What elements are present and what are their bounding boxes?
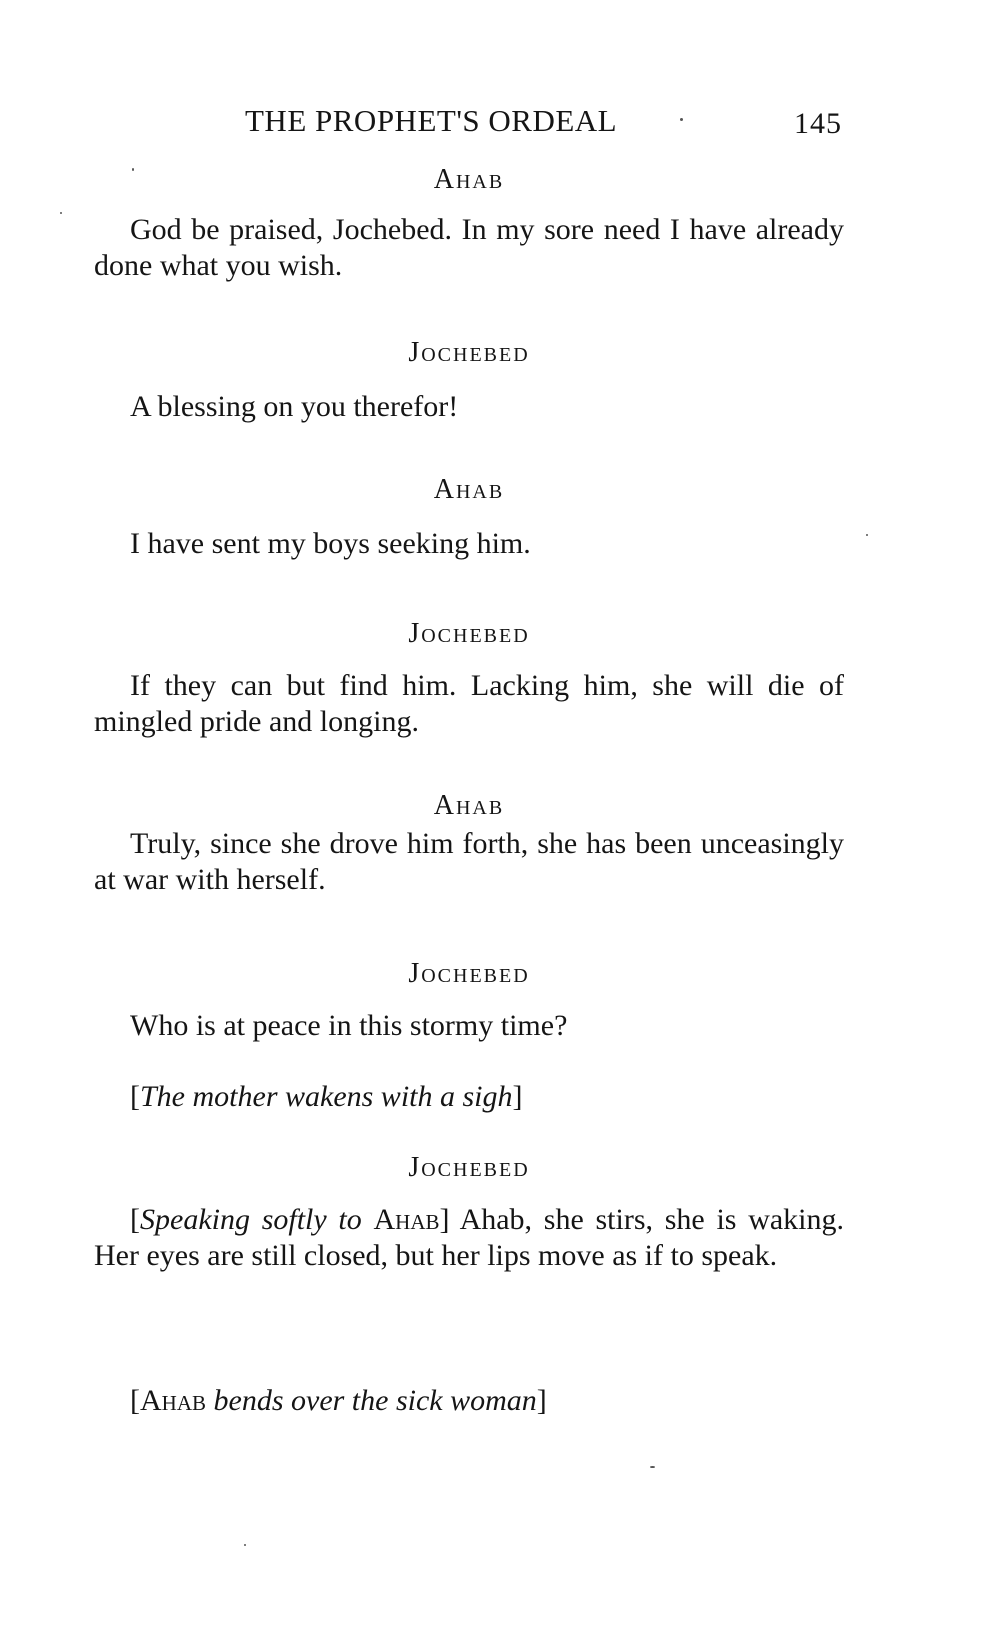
inline-direction-name: Ahab: [373, 1203, 440, 1236]
speech-text: I have sent my boys seeking him.: [130, 527, 531, 560]
speaker-name: Ahab: [433, 164, 505, 195]
dialogue-entry: [94, 958, 844, 1044]
speaker-name: Jochebed: [408, 1152, 530, 1183]
dialogue-entry: [94, 790, 844, 898]
stage-direction-text: [Ahab bends over the sick woman]: [130, 1384, 547, 1417]
speaker-name: Jochebed: [408, 337, 530, 368]
speech-body: Ahab, she stirs, she is waking. Her eyes are still closed, but her lips move as if to speak.: [94, 1203, 845, 1272]
page-number: 145: [794, 107, 842, 140]
speech-text: If they can but find him. Lacking him, she will die of mingled pride and longing.: [94, 669, 844, 738]
running-title: THE PROPHET'S ORDEAL: [245, 103, 618, 138]
stage-direction: [94, 1383, 844, 1419]
dialogue-entry: [94, 618, 844, 740]
speaker-name: Ahab: [433, 790, 505, 821]
speaker-name: Ahab: [433, 474, 505, 505]
stage-direction: [94, 1079, 844, 1115]
scan-speck: [132, 168, 134, 171]
speech-text: God be praised, Jochebed. In my sore need I have already done what you wish.: [94, 213, 844, 282]
running-head: [90, 103, 850, 143]
scan-speck: [866, 534, 868, 536]
speech-text: Truly, since she drove him forth, she has been unceasingly at war with herself.: [94, 827, 844, 896]
scan-speck: [680, 118, 683, 121]
speech-text: A blessing on you therefor!: [130, 390, 459, 423]
scan-speck: [60, 212, 62, 214]
dialogue-entry: [94, 337, 844, 425]
inline-direction: Speaking softly to: [140, 1203, 362, 1236]
speech-text: Who is at peace in this stormy time?: [130, 1009, 568, 1042]
scan-speck: [650, 1466, 655, 1468]
stage-direction-name: Ahab: [140, 1384, 207, 1417]
stage-direction-italic: The mother wakens with a sigh: [140, 1080, 513, 1113]
scan-speck: [244, 1544, 246, 1546]
dialogue-entry: [94, 1152, 844, 1274]
speech-text: [Speaking softly to Ahab] Ahab, she stirs, she is waking. Her eyes are still closed, but her lips move as if to speak.: [94, 1203, 845, 1272]
stage-direction-text: [The mother wakens with a sigh]: [130, 1080, 523, 1113]
stage-direction-italic: bends over the sick woman: [213, 1384, 537, 1417]
speaker-name: Jochebed: [408, 618, 530, 649]
speaker-name: Jochebed: [408, 958, 530, 989]
dialogue-entry: [94, 164, 844, 284]
dialogue-entry: [94, 474, 844, 562]
